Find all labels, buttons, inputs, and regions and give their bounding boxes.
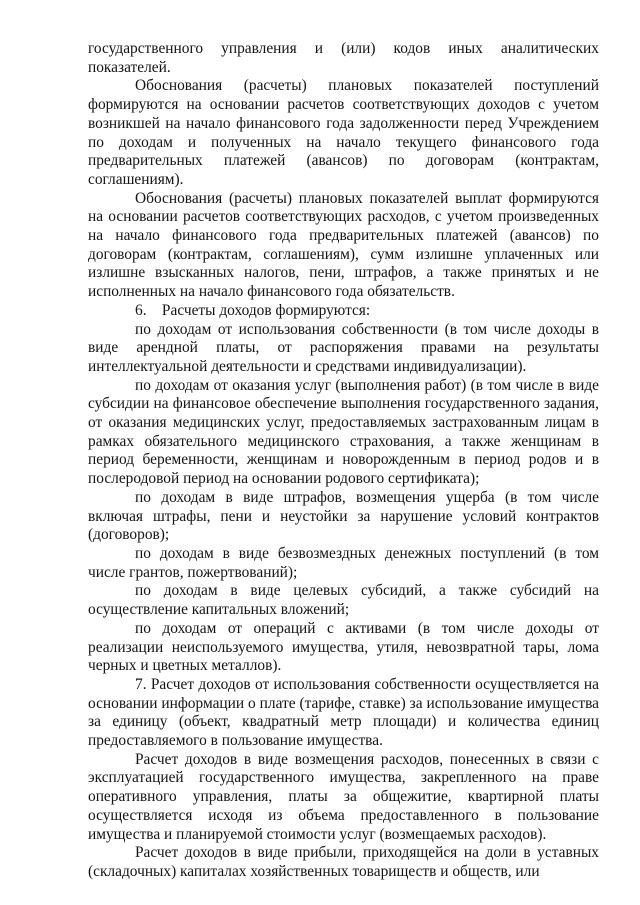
list-item-assets-income: по доходам от операций с активами (в том числе доходы от реализации неиспользуемого имущества, утиля, невозвратной тары, лома черных и цветных металлов).	[88, 619, 599, 675]
paragraph-payments-justification: Обоснования (расчеты) плановых показателей выплат формируются на основании расчетов соответствующих расходов, с учетом произведенных на начало финансового года предварительных платежей (авансов) по договорам (контрактам, соглашениям), сумм излишне уплаченных или излишне взысканных налогов, пени, штрафов, а также принятых и не исполненных на начало финансового года обязательств.	[88, 189, 599, 301]
paragraph-profit-share: Расчет доходов в виде прибыли, приходящейся на доли в уставных (складочных) капиталах хозяйственных товариществ и обществ, или	[88, 844, 599, 880]
list-item-gratuitous-income: по доходам в виде безвозмездных денежных поступлений (в том числе грантов, пожертвований);	[88, 544, 599, 581]
list-item-property-income: по доходам от использования собственности (в том числе доходы в виде арендной платы, от распоряжения правами на результаты интеллектуальной деятельности и средствами индивидуализации).	[88, 320, 599, 375]
paragraph-expense-reimbursement: Расчет доходов в виде возмещения расходов, понесенных в связи с эксплуатацией государственного имущества, закрепленного на праве оперативного управления, платы за общежитие, квартирной платы осуществляется исходя из объема предоставленного в пользование имущества и планируемой стоимости услуг (возмещаемых расходов).	[88, 750, 599, 843]
document-page	[88, 40, 599, 882]
list-item-fines-income: по доходам в виде штрафов, возмещения ущерба (в том числе включая штрафы, пени и неустойки за нарушение условий контрактов (договоров);	[88, 488, 599, 544]
list-item-subsidies-income: по доходам в виде целевых субсидий, а также субсидий на осуществление капитальных вложений;	[88, 582, 599, 619]
section-6-heading: 6. Расчеты доходов формируются:	[135, 301, 371, 319]
list-item-services-income: по доходам от оказания услуг (выполнения работ) (в том числе в виде субсидии на финансовое обеспечение выполнения государственного задания, от оказания медицинских услуг, предоставляемых застрахованным лицам в рамках обязательного медицинского страхования, а также женщинам в период беременности, женщинам и новорожденным в период родов и в послеродовой период на основании родового сертификата);	[88, 376, 599, 488]
paragraph-receipts-justification: Обоснования (расчеты) плановых показателей поступлений формируются на основании расчетов соответствующих доходов с учетом возникшей на начало финансового года задолженности перед Учреждением по доходам и полученных на начало текущего финансового года предварительных платежей (авансов) по договорам (контрактам, соглашениям).	[88, 77, 599, 188]
section-7-paragraph: 7. Расчет доходов от использования собственности осуществляется на основании информации о плате (тарифе, ставке) за использование имущества за единицу (объект, квадратный метр площади) и количества единиц предоставляемого в пользование имущества.	[88, 675, 599, 750]
paragraph-continuation: государственного управления и (или) кодов иных аналитических показателей.	[88, 40, 599, 76]
